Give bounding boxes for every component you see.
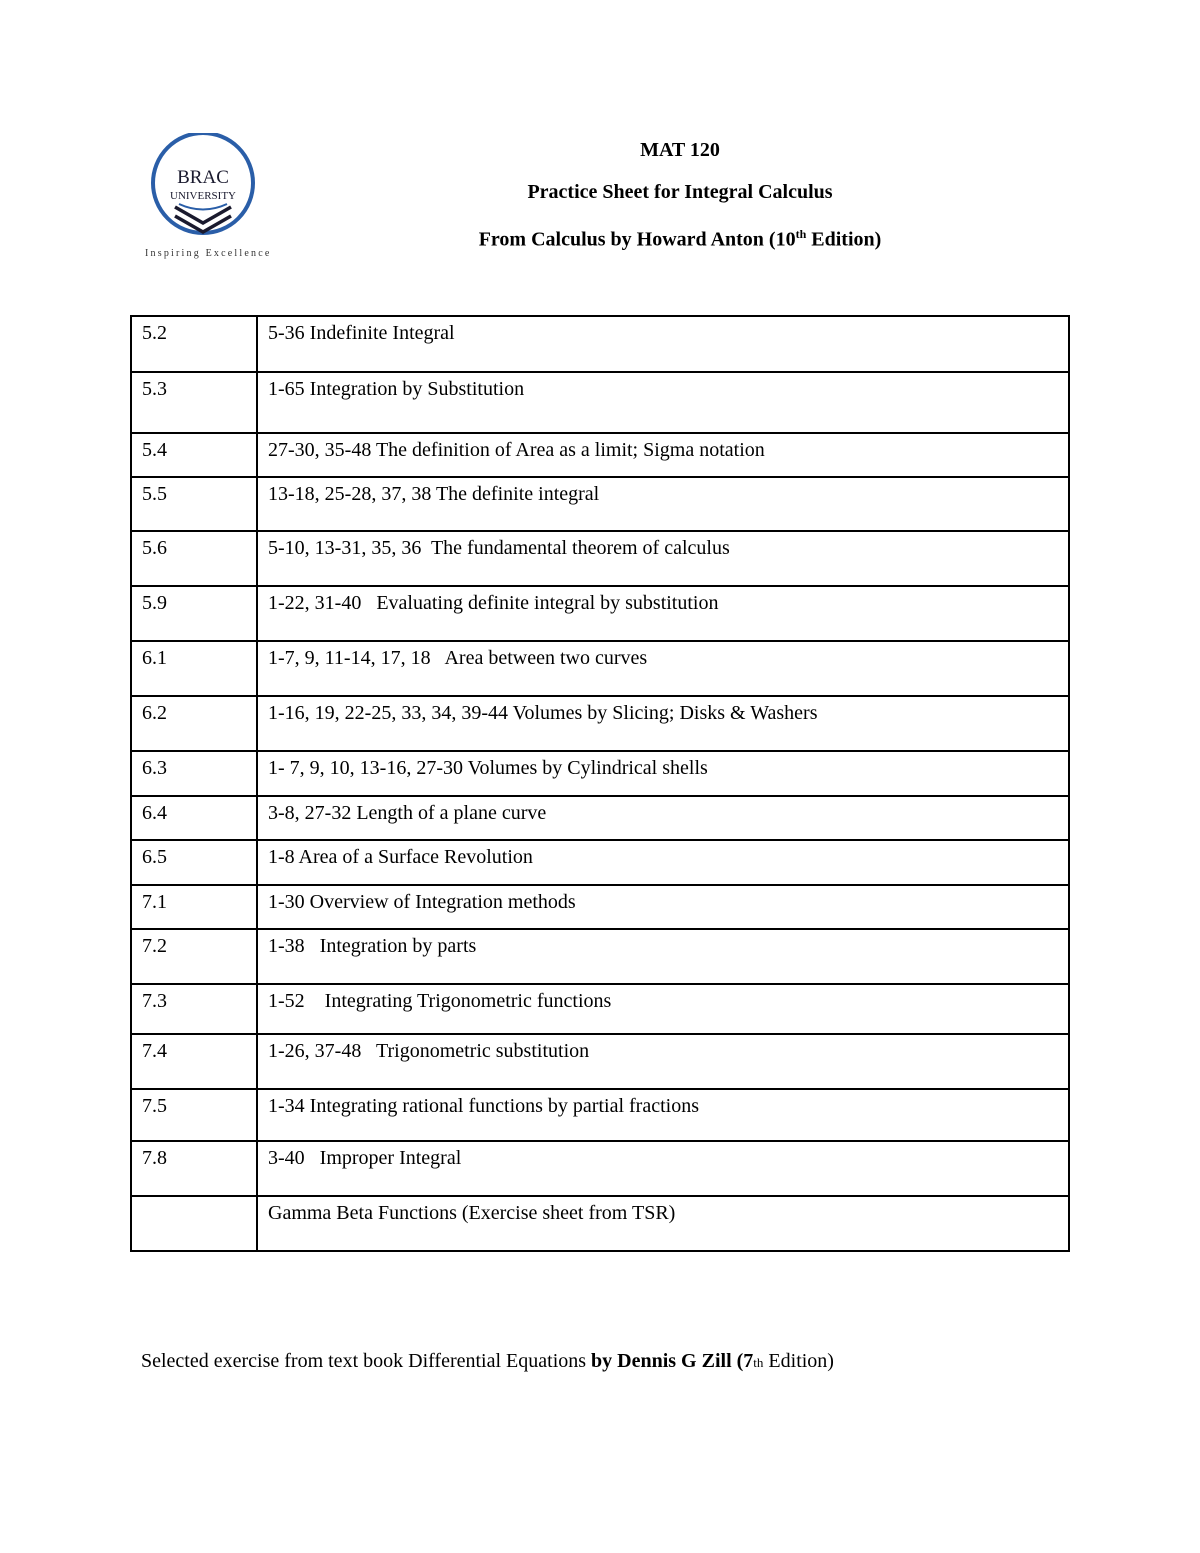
exercise-topic: 13-18, 25-28, 37, 38 The definite integral [257,477,1069,531]
section-number: 6.3 [131,751,257,796]
table-row [131,641,1069,696]
section-number: 5.9 [131,586,257,641]
logo-line1: BRAC [177,167,229,188]
section-number: 7.2 [131,929,257,984]
section-number: 7.8 [131,1141,257,1196]
exercise-topic: 1-16, 19, 22-25, 33, 34, 39-44 Volumes by Slicing; Disks & Washers [257,696,1069,751]
table-row [131,1196,1069,1251]
exercise-topic: 3-40 Improper Integral [257,1141,1069,1196]
section-number: 6.4 [131,796,257,840]
table-row [131,984,1069,1034]
exercise-topic: 5-10, 13-31, 35, 36 The fundamental theorem of calculus [257,531,1069,586]
section-number: 6.2 [131,696,257,751]
table-row [131,796,1069,840]
section-number: 5.3 [131,372,257,433]
logo-tagline: Inspiring Excellence [145,248,272,259]
table-row [131,433,1069,477]
table-row [131,1034,1069,1089]
section-number: 5.2 [131,316,257,372]
table-row [131,885,1069,929]
brac-university-logo [145,133,280,263]
exercise-topic: Gamma Beta Functions (Exercise sheet from TSR) [257,1196,1069,1251]
exercise-topic: 1- 7, 9, 10, 13-16, 27-30 Volumes by Cylindrical shells [257,751,1069,796]
table-row [131,1089,1069,1141]
exercise-topic: 1-8 Area of a Surface Revolution [257,840,1069,885]
course-code: MAT 120 [640,139,720,161]
table-row [131,477,1069,531]
table-row [131,751,1069,796]
table-row [131,929,1069,984]
table-row [131,1141,1069,1196]
table-row [131,372,1069,433]
table-row [131,316,1069,372]
section-number: 7.4 [131,1034,257,1089]
exercise-topic: 5-36 Indefinite Integral [257,316,1069,372]
section-number: 7.5 [131,1089,257,1141]
exercise-topic: 1-52 Integrating Trigonometric functions [257,984,1069,1034]
sheet-title: Practice Sheet for Integral Calculus [527,181,833,203]
section-number [131,1196,257,1251]
section-number: 7.1 [131,885,257,929]
exercise-topic: 27-30, 35-48 The definition of Area as a limit; Sigma notation [257,433,1069,477]
exercise-topic: 3-8, 27-32 Length of a plane curve [257,796,1069,840]
section-number: 6.5 [131,840,257,885]
exercise-topic: 1-26, 37-48 Trigonometric substitution [257,1034,1069,1089]
exercise-topic: 1-34 Integrating rational functions by partial fractions [257,1089,1069,1141]
section-number: 5.6 [131,531,257,586]
section-number: 5.4 [131,433,257,477]
logo-line2: UNIVERSITY [170,190,236,202]
exercise-topic: 1-65 Integration by Substitution [257,372,1069,433]
section-number: 5.5 [131,477,257,531]
table-row [131,531,1069,586]
table-row [131,586,1069,641]
source-line: From Calculus by Howard Anton (10th Edition) [478,227,882,251]
table-row [131,696,1069,751]
section-number: 7.3 [131,984,257,1034]
exercise-topic: 1-38 Integration by parts [257,929,1069,984]
footer-note: Selected exercise from text book Differential Equations by Dennis G Zill (7th Edition) [141,1350,834,1372]
exercise-topic: 1-30 Overview of Integration methods [257,885,1069,929]
exercise-table [130,315,1070,1252]
exercise-topic: 1-7, 9, 11-14, 17, 18 Area between two curves [257,641,1069,696]
section-number: 6.1 [131,641,257,696]
document-header [380,135,980,261]
exercise-topic: 1-22, 31-40 Evaluating definite integral by substitution [257,586,1069,641]
table-row [131,840,1069,885]
